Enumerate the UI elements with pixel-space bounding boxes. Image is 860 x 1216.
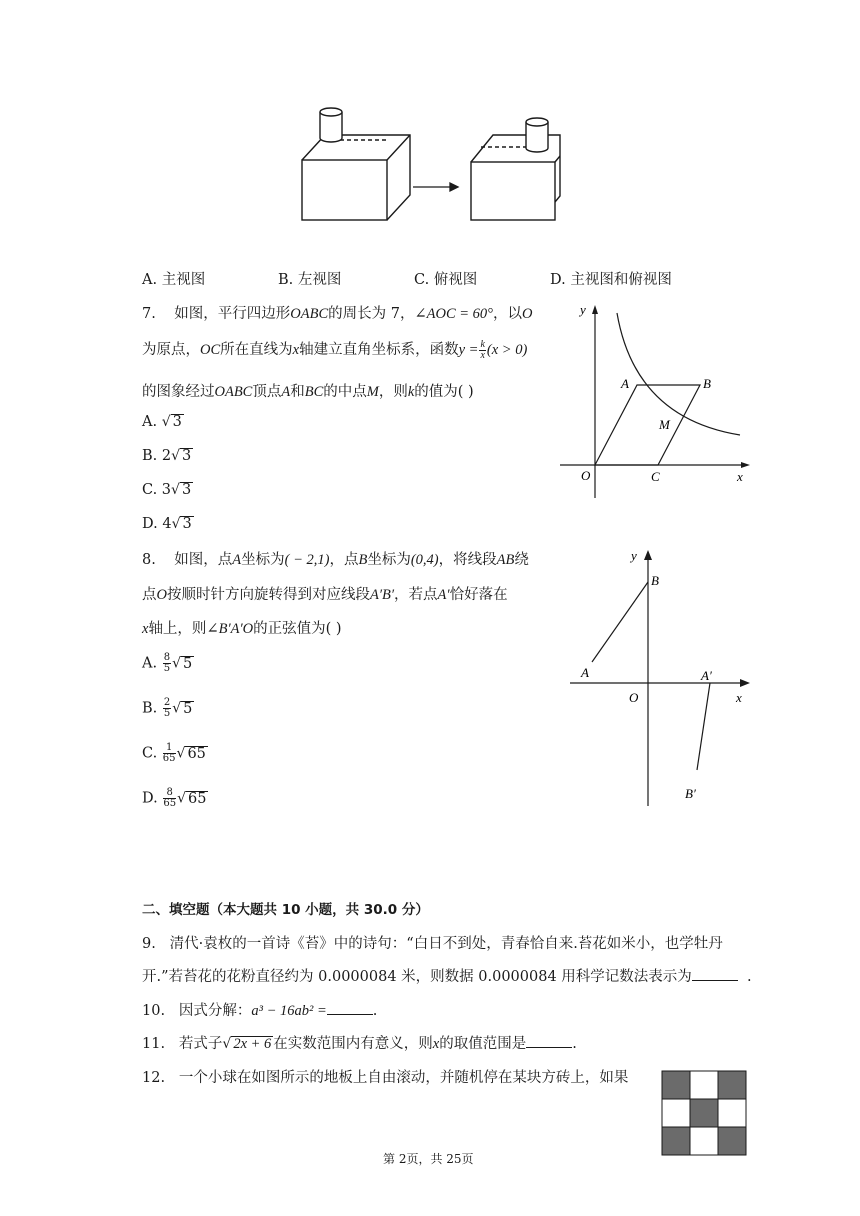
q7-var: BC: [304, 384, 324, 400]
q9-text: 清代·袁枚的一首诗《苔》中的诗句：“白日不到处，青春恰自来.苔花如米小，也学牡丹: [169, 936, 723, 952]
cube-cylinder-figure: [295, 100, 565, 225]
label-m: M: [659, 417, 670, 432]
q8-text: 坐标为: [241, 552, 285, 568]
q7-graph-figure: [555, 298, 755, 503]
q7-text: 的值为( ): [414, 384, 474, 400]
label-b: B: [651, 573, 659, 588]
q11-answer-blank[interactable]: [526, 1034, 572, 1048]
label-o: O: [629, 690, 639, 705]
q8-number: 8.: [142, 552, 156, 568]
label-x: x: [736, 690, 742, 705]
q7-line3: [142, 380, 474, 401]
q12-line: [142, 1066, 628, 1087]
label-y: y: [631, 548, 637, 563]
q7-domain: (x > 0): [486, 342, 528, 358]
parallelogram-oabc: [595, 385, 700, 465]
q8-line3: [142, 617, 342, 638]
q8-text: ，点: [329, 552, 359, 568]
q9-line2: [142, 965, 752, 986]
q9-answer-blank[interactable]: [692, 967, 738, 981]
q7-text: 如图，平行四边形: [174, 306, 291, 322]
q8-option-a[interactable]: A. $\frac{8}{5}$ √ 5: [142, 652, 193, 674]
q7-angle: ∠AOC = 60°: [414, 306, 493, 322]
q7-number: 7.: [142, 306, 156, 322]
q11-line: 11. 若式子√ 2x + 6 在实数范围内有意义，则x的取值范围是 .: [142, 1036, 577, 1052]
q12-text: 一个小球在如图所示的地板上自由滚动，并随机停在某块方砖上，如果: [178, 1070, 629, 1086]
q9-text: 开.”若苔花的花粉直径约为 0.0000084 米，则数据 0.0000084 用科学记数法表示为: [142, 969, 692, 985]
left-cube: [302, 135, 410, 220]
q8-line2: [142, 583, 508, 604]
q9-line1: [142, 932, 723, 953]
q7-line1: [142, 302, 532, 323]
segment-a1b1: [697, 683, 710, 770]
q8-text: 如图，点: [174, 552, 233, 568]
q8-text: ，若点: [394, 587, 438, 603]
q7-option-d[interactable]: D. 4√ 3: [142, 516, 192, 532]
q8-option-b[interactable]: B. $\frac{2}{5}$ √ 5: [142, 697, 193, 719]
q6-option-d[interactable]: D. 主视图和俯视图: [550, 272, 672, 288]
left-cylinder: [320, 108, 342, 142]
q6-option-b[interactable]: B. 左视图: [278, 272, 342, 288]
q8-text: 点: [142, 587, 157, 603]
q8-text: 轴上，则: [148, 621, 207, 637]
q7-function: y =: [458, 342, 479, 358]
q10-text: .: [372, 1003, 378, 1019]
q8-text: 绕: [514, 552, 529, 568]
segment-ab: [592, 582, 648, 662]
q7-text: 的中点: [323, 384, 367, 400]
label-b: B: [703, 376, 711, 391]
q11-number: 11.: [142, 1036, 166, 1052]
q8-var: O: [156, 587, 167, 603]
q7-var: OABC: [214, 384, 253, 400]
q12-number: 12.: [142, 1070, 166, 1086]
q10-line: [142, 999, 377, 1020]
q8-text: 按顺时针方向旋转得到对应线段: [166, 587, 370, 603]
q8-text: 坐标为: [367, 552, 411, 568]
q8-var: AB: [496, 552, 515, 568]
q11-var: x: [432, 1036, 440, 1052]
y-axis-arrow-icon: [592, 305, 598, 314]
q9-number: 9.: [142, 936, 156, 952]
q8-line1: [142, 548, 529, 569]
q8-var: x: [142, 621, 149, 637]
q8-option-c[interactable]: C. $\frac{1}{65}$ √ 65: [142, 742, 206, 764]
q7-text: 所在直线为: [220, 342, 293, 358]
q7-var: OABC: [290, 306, 329, 322]
q7-fraction: $\frac{k}{x}$: [480, 338, 485, 361]
q7-var: k: [407, 384, 415, 400]
q6-option-c[interactable]: C. 俯视图: [414, 272, 478, 288]
q10-text: 因式分解：: [178, 1003, 252, 1019]
q7-var: x: [292, 342, 300, 358]
x-axis-arrow-icon: [740, 679, 750, 687]
q7-var: O: [521, 306, 533, 322]
label-x: x: [737, 469, 743, 484]
label-c: C: [651, 469, 660, 484]
q11-text: .: [572, 1036, 577, 1052]
q8-text: 的正弦值为( ): [253, 621, 342, 637]
q10-expression: a³ − 16ab² =: [251, 1003, 327, 1019]
q7-var: OC: [200, 342, 221, 358]
q8-var: A′B′: [369, 587, 395, 603]
q10-number: 10.: [142, 1003, 166, 1019]
q8-var: A′: [437, 587, 450, 603]
q8-var: B: [358, 552, 368, 568]
label-o: O: [581, 468, 591, 483]
hyperbola-curve: [617, 313, 740, 435]
arrow-icon: [413, 183, 458, 191]
label-a-prime: A′: [701, 668, 712, 683]
q11-text: 的取值范围是: [439, 1036, 527, 1052]
q7-text: ，以: [492, 306, 522, 322]
q7-option-c[interactable]: C. 3√ 3: [142, 482, 192, 498]
q7-text: 为原点，: [142, 342, 200, 358]
q6-option-a[interactable]: A. 主视图: [142, 272, 206, 288]
label-a: A: [621, 376, 629, 391]
q7-var: A: [281, 384, 291, 400]
q8-text: ，将线段: [438, 552, 497, 568]
q9-text: .: [747, 969, 752, 985]
right-cylinder: [526, 118, 548, 152]
q7-option-b[interactable]: B. 2√ 3: [142, 448, 192, 464]
q7-text: 轴建立直角坐标系，函数: [299, 342, 459, 358]
q11-text: 若式子: [178, 1036, 223, 1052]
q11-radicand: 2x + 6: [233, 1036, 272, 1052]
q8-coord: (0,4): [410, 552, 439, 568]
floor-tiles-figure: [661, 1070, 749, 1158]
q7-text: 的周长为 7，: [328, 306, 415, 322]
q7-option-a[interactable]: A. √ 3: [142, 414, 182, 430]
q7-var: M: [366, 384, 379, 400]
q7-text: ，则: [378, 384, 408, 400]
q8-graph-figure: [565, 540, 755, 815]
q7-text: 和: [290, 384, 305, 400]
q10-answer-blank[interactable]: [327, 1001, 373, 1015]
label-b-prime: B′: [685, 786, 696, 801]
q8-angle: ∠B′A′O: [206, 621, 254, 637]
label-a: A: [581, 665, 589, 680]
label-y: y: [580, 302, 586, 317]
q8-option-d[interactable]: D. $\frac{8}{65}$ √ 65: [142, 787, 207, 809]
section-title: 二、填空题（本大题共 10 小题，共 30.0 分）: [142, 902, 429, 918]
x-axis-arrow-icon: [741, 462, 750, 468]
page-footer: 第 2页，共 25页: [383, 1152, 474, 1166]
q7-text: 顶点: [252, 384, 282, 400]
q8-var: A: [232, 552, 242, 568]
q11-text: 在实数范围内有意义，则: [273, 1036, 433, 1052]
q8-text: 恰好落在: [449, 587, 508, 603]
q7-text: 的图象经过: [142, 384, 215, 400]
q7-line2: [142, 338, 527, 361]
y-axis-arrow-icon: [644, 550, 652, 560]
q8-coord: ( − 2,1): [284, 552, 330, 568]
